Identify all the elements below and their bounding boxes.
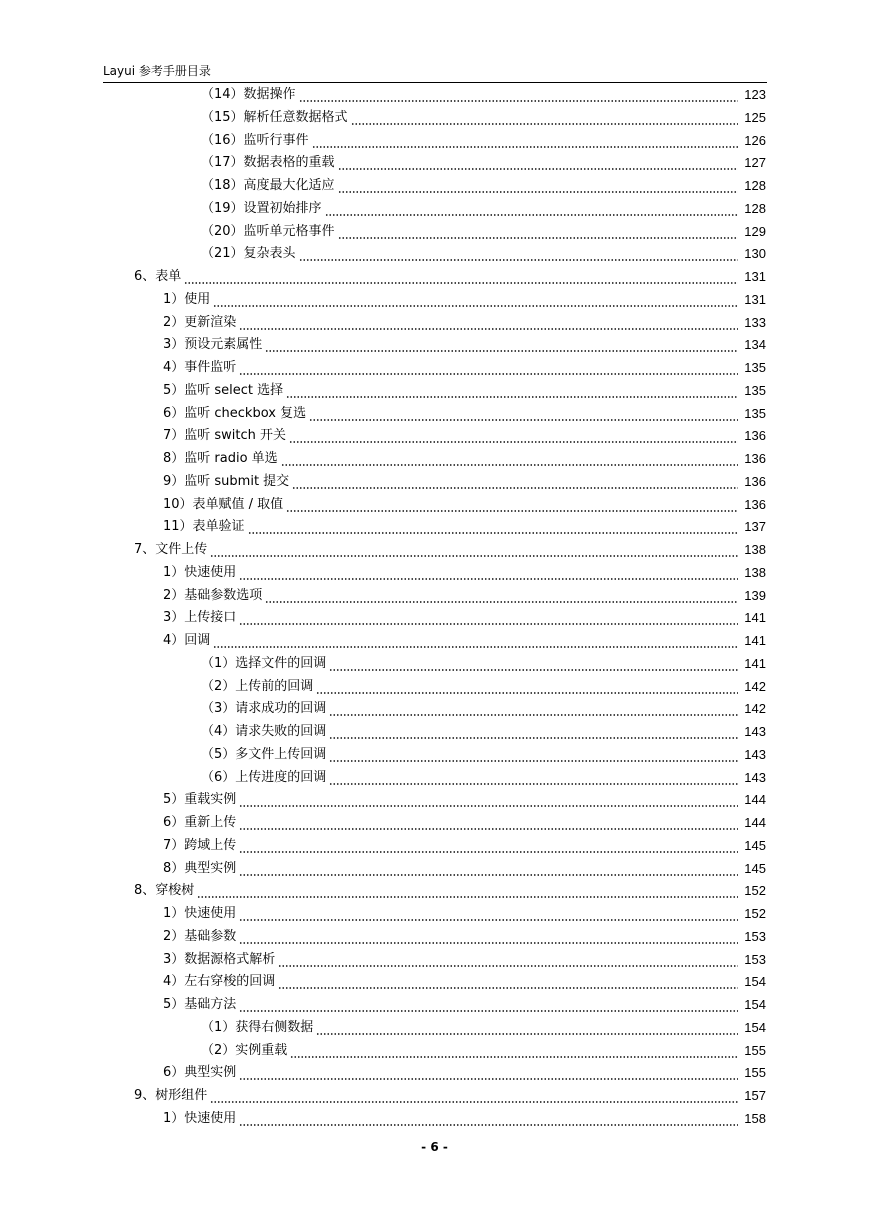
toc-entry-page: 157 <box>744 1088 766 1103</box>
toc-entry[interactable] <box>201 152 766 174</box>
toc-entry-page: 123 <box>744 87 766 102</box>
toc-entry[interactable] <box>163 1108 766 1130</box>
toc-entry[interactable] <box>201 744 766 766</box>
toc-entry[interactable] <box>201 676 766 698</box>
toc-entry-page: 141 <box>744 655 766 671</box>
toc-dot-leader <box>286 494 738 516</box>
toc-entry-label: 1）使用 <box>163 291 211 307</box>
toc-dot-leader <box>281 448 738 470</box>
toc-entry-label: 9、树形组件 <box>134 1088 208 1103</box>
toc-entry-label: 3）数据源格式解析 <box>163 951 276 967</box>
toc-entry-page: 130 <box>744 246 766 262</box>
toc-dot-leader <box>338 152 738 174</box>
toc-entry-page: 141 <box>744 610 766 626</box>
toc-entry-page: 145 <box>744 860 766 876</box>
page-number: - 6 - <box>421 1140 448 1154</box>
toc-entry[interactable] <box>134 880 766 902</box>
toc-entry-page: 134 <box>744 337 766 353</box>
toc-entry[interactable] <box>201 198 766 220</box>
toc-entry-page: 142 <box>744 678 766 694</box>
toc-entry-label: 11）表单验证 <box>163 519 245 535</box>
toc-entry-label: （3）请求成功的回调 <box>201 701 327 717</box>
toc-entry[interactable] <box>163 858 766 880</box>
toc-dot-leader <box>210 1085 738 1107</box>
toc-dot-leader <box>184 266 738 288</box>
toc-entry[interactable] <box>201 107 766 129</box>
toc-entry-page: 144 <box>744 815 766 830</box>
toc-entry-page: 127 <box>744 155 766 171</box>
toc-dot-leader <box>239 903 738 925</box>
toc-entry[interactable] <box>163 289 766 311</box>
toc-dot-leader <box>329 744 738 766</box>
toc-dot-leader <box>309 403 738 425</box>
toc-entry[interactable] <box>163 630 766 652</box>
toc-dot-leader <box>248 516 738 538</box>
toc-entry-label: （6）上传进度的回调 <box>201 769 327 785</box>
toc-entry-label: （16）监听行事件 <box>201 132 309 148</box>
toc-entry-label: （17）数据表格的重载 <box>201 155 335 171</box>
toc-entry-label: （15）解析任意数据格式 <box>201 109 348 125</box>
toc-entry-page: 125 <box>744 109 766 125</box>
toc-dot-leader <box>312 130 738 152</box>
toc-entry-page: 133 <box>744 314 766 330</box>
toc-entry-label: 2）基础参数 <box>163 928 237 944</box>
toc-entry-label: 3）预设元素属性 <box>163 337 263 353</box>
toc-entry[interactable] <box>163 812 766 834</box>
toc-dot-leader <box>329 767 738 789</box>
toc-dot-leader <box>239 357 738 379</box>
toc-entry-page: 155 <box>744 1065 766 1081</box>
toc-entry[interactable] <box>163 835 766 857</box>
toc-entry[interactable] <box>201 130 766 152</box>
toc-dot-leader <box>239 312 738 334</box>
toc-entry[interactable] <box>163 1062 766 1084</box>
toc-entry-label: 2）基础参数选项 <box>163 587 263 603</box>
toc-entry-label: 4）事件监听 <box>163 360 237 375</box>
toc-entry[interactable] <box>201 175 766 197</box>
toc-entry[interactable] <box>201 767 766 789</box>
toc-entry[interactable] <box>163 994 766 1016</box>
toc-entry[interactable] <box>163 380 766 402</box>
toc-entry[interactable] <box>201 221 766 243</box>
toc-dot-leader <box>329 653 738 675</box>
toc-entry-page: 155 <box>744 1042 766 1058</box>
toc-entry-label: 6）典型实例 <box>163 1065 237 1081</box>
toc-dot-leader <box>299 84 738 106</box>
toc-entry[interactable] <box>201 243 766 265</box>
toc-dot-leader <box>239 994 738 1016</box>
toc-entry-label: 10）表单赋值 / 取值 <box>163 496 284 512</box>
toc-entry-page: 154 <box>744 974 766 990</box>
toc-entry-label: 1）快速使用 <box>163 1110 237 1126</box>
toc-entry[interactable] <box>163 448 766 470</box>
toc-entry-label: （2）上传前的回调 <box>201 678 314 694</box>
toc-entry-label: （1）获得右侧数据 <box>201 1019 314 1035</box>
toc-entry-page: 128 <box>744 200 766 216</box>
toc-dot-leader <box>338 221 738 243</box>
toc-entry-label: 7）监听 switch 开关 <box>163 428 287 444</box>
toc-entry-page: 144 <box>744 792 766 808</box>
toc-entry-page: 142 <box>744 701 766 717</box>
toc-entry-label: 2）更新渲染 <box>163 314 237 330</box>
toc-entry-label: （14）数据操作 <box>201 87 296 102</box>
toc-entry-label: 4）回调 <box>163 633 211 648</box>
toc-entry-page: 126 <box>744 132 766 148</box>
toc-entry[interactable] <box>163 471 766 493</box>
toc-entry[interactable] <box>163 425 766 447</box>
toc-entry-page: 153 <box>744 951 766 967</box>
toc-entry[interactable] <box>163 926 766 948</box>
toc-entry-page: 145 <box>744 837 766 853</box>
toc-entry[interactable] <box>201 84 766 106</box>
toc-entry-label: 5）重载实例 <box>163 792 237 808</box>
toc-entry-label: 7、文件上传 <box>134 542 208 557</box>
toc-dot-leader <box>325 198 738 220</box>
toc-entry-label: （21）复杂表头 <box>201 246 296 262</box>
toc-entry[interactable] <box>163 607 766 629</box>
toc-dot-leader <box>239 1062 738 1084</box>
toc-dot-leader <box>210 539 738 561</box>
toc-entry[interactable] <box>134 539 766 561</box>
toc-dot-leader <box>329 698 738 720</box>
toc-dot-leader <box>265 334 738 356</box>
toc-dot-leader <box>239 835 738 857</box>
toc-entry[interactable] <box>163 312 766 334</box>
toc-entry-page: 135 <box>744 360 766 375</box>
toc-entry-page: 136 <box>744 496 766 512</box>
toc-dot-leader <box>213 630 738 652</box>
toc-dot-leader <box>265 585 738 607</box>
toc-dot-leader <box>278 949 738 971</box>
toc-entry-label: （4）请求失败的回调 <box>201 724 327 739</box>
toc-entry-page: 128 <box>744 178 766 193</box>
toc-entry-page: 131 <box>744 269 766 284</box>
toc-entry[interactable] <box>163 971 766 993</box>
toc-entry[interactable] <box>134 1085 766 1107</box>
toc-dot-leader <box>239 926 738 948</box>
toc-entry-label: 8）典型实例 <box>163 860 237 876</box>
toc-entry-label: （19）设置初始排序 <box>201 200 322 216</box>
toc-entry-page: 153 <box>744 928 766 944</box>
toc-dot-leader <box>316 1017 738 1039</box>
toc-entry[interactable] <box>201 698 766 720</box>
toc-entry[interactable] <box>163 789 766 811</box>
toc-entry-page: 143 <box>744 724 766 739</box>
toc-entry-label: 5）监听 select 选择 <box>163 382 284 398</box>
toc-entry-label: 3）上传接口 <box>163 610 237 626</box>
toc-entry-page: 154 <box>744 997 766 1012</box>
toc-dot-leader <box>351 107 738 129</box>
toc-entry-label: 4）左右穿梭的回调 <box>163 974 276 990</box>
toc-entry-page: 136 <box>744 473 766 489</box>
toc-entry-label: 7）跨域上传 <box>163 837 237 853</box>
toc-entry-label: （18）高度最大化适应 <box>201 178 335 193</box>
toc-dot-leader <box>239 562 738 584</box>
toc-entry[interactable] <box>163 357 766 379</box>
toc-entry[interactable] <box>163 334 766 356</box>
toc-entry-label: （5）多文件上传回调 <box>201 746 327 762</box>
toc-entry-label: 8、穿梭树 <box>134 883 195 899</box>
toc-dot-leader <box>239 812 738 834</box>
toc-entry-page: 138 <box>744 542 766 557</box>
toc-entry[interactable] <box>163 903 766 925</box>
toc-entry-label: （20）监听单元格事件 <box>201 223 335 239</box>
toc-dot-leader <box>239 789 738 811</box>
toc-entry-label: 6）重新上传 <box>163 815 237 830</box>
toc-entry[interactable] <box>163 516 766 538</box>
toc-entry[interactable] <box>201 653 766 675</box>
toc-dot-leader <box>197 880 738 902</box>
toc-entry-label: 9）监听 submit 提交 <box>163 473 290 489</box>
toc-entry-page: 158 <box>744 1110 766 1126</box>
toc-dot-leader <box>316 676 738 698</box>
toc-entry-page: 135 <box>744 382 766 398</box>
toc-entry[interactable] <box>201 1040 766 1062</box>
toc-entry-page: 138 <box>744 564 766 580</box>
toc-dot-leader <box>290 1040 738 1062</box>
toc-dot-leader <box>239 607 738 629</box>
toc-entry-page: 129 <box>744 223 766 239</box>
toc-entry[interactable] <box>163 949 766 971</box>
toc-dot-leader <box>278 971 738 993</box>
toc-entry-label: （2）实例重载 <box>201 1042 288 1058</box>
toc-entry[interactable] <box>201 721 766 743</box>
toc-entry[interactable] <box>163 562 766 584</box>
toc-entry-label: 5）基础方法 <box>163 997 237 1012</box>
toc-entry-label: 1）快速使用 <box>163 906 237 921</box>
toc-dot-leader <box>213 289 738 311</box>
toc-entry[interactable] <box>163 494 766 516</box>
toc-entry-page: 152 <box>744 906 766 921</box>
toc-entry-page: 139 <box>744 587 766 603</box>
toc-dot-leader <box>299 243 738 265</box>
toc-dot-leader <box>289 425 738 447</box>
toc-dot-leader <box>338 175 738 197</box>
toc-entry-page: 136 <box>744 451 766 466</box>
toc-entry-page: 136 <box>744 428 766 444</box>
toc-dot-leader <box>239 858 738 880</box>
toc-entry[interactable] <box>163 403 766 425</box>
toc-entry-page: 143 <box>744 746 766 762</box>
toc-entry-label: 8）监听 radio 单选 <box>163 451 278 466</box>
toc-entry-label: 1）快速使用 <box>163 564 237 580</box>
toc-entry-page: 154 <box>744 1019 766 1035</box>
toc-entry-page: 141 <box>744 633 766 648</box>
toc-entry-label: 6）监听 checkbox 复选 <box>163 405 307 421</box>
toc-entry-page: 152 <box>744 883 766 899</box>
toc-entry-label: 6、表单 <box>134 269 182 284</box>
table-of-contents <box>0 82 869 1132</box>
toc-dot-leader <box>292 471 738 493</box>
toc-dot-leader <box>329 721 738 743</box>
toc-dot-leader <box>286 380 738 402</box>
toc-dot-leader <box>239 1108 738 1130</box>
toc-entry[interactable] <box>134 266 766 288</box>
page-header: Layui 参考手册目录 <box>103 62 767 83</box>
toc-entry[interactable] <box>163 585 766 607</box>
toc-entry-page: 137 <box>744 519 766 535</box>
toc-entry[interactable] <box>201 1017 766 1039</box>
toc-entry-label: （1）选择文件的回调 <box>201 655 327 671</box>
toc-entry-page: 131 <box>744 291 766 307</box>
toc-entry-page: 135 <box>744 405 766 421</box>
toc-entry-page: 143 <box>744 769 766 785</box>
